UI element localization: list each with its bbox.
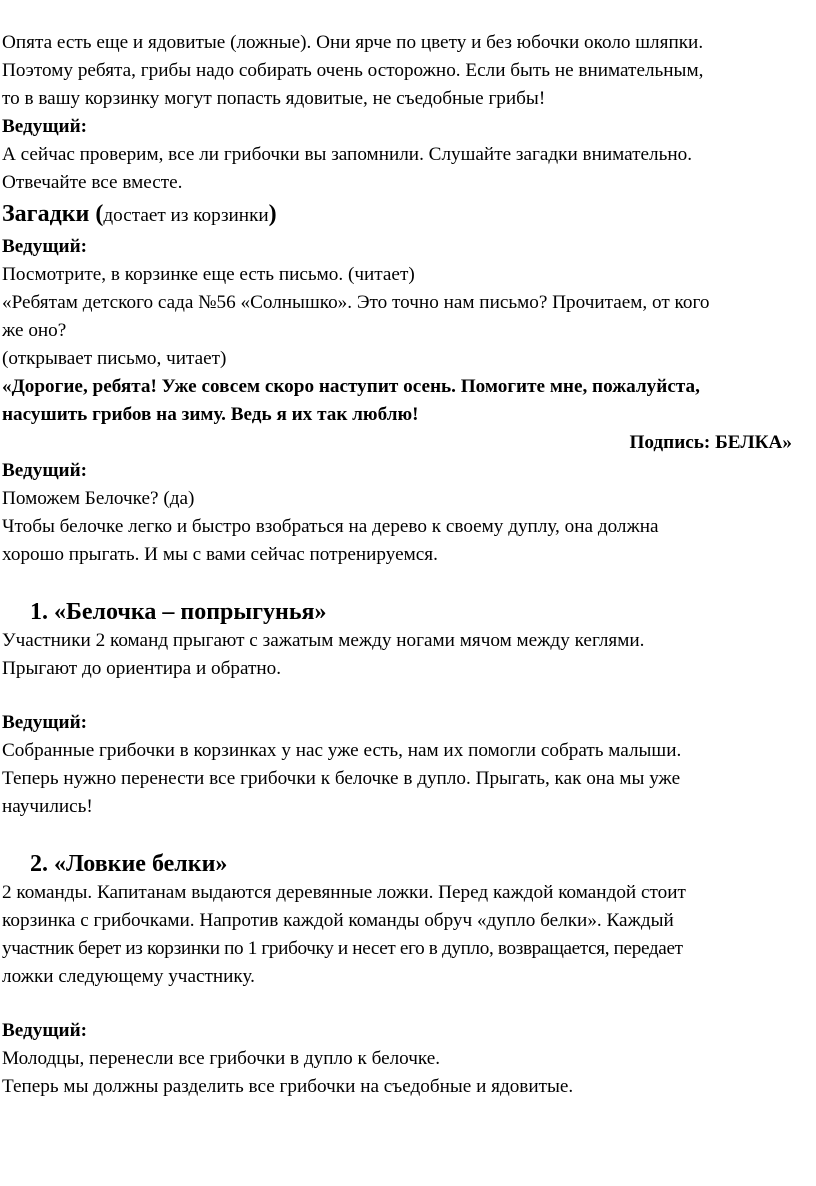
block3-line-1: Поможем Белочке? (да): [2, 488, 195, 509]
game2-line-3: участник берет из корзинки по 1 грибочку и несет его в дупло, возвращается, передает: [2, 938, 683, 959]
riddles-heading: Загадки (достает из корзинки): [2, 201, 277, 227]
game1-title: 1. «Белочка – попрыгунья»: [30, 599, 327, 625]
intro-line-3: то в вашу корзинку могут попасть ядовитые, не съедобные грибы!: [2, 88, 546, 109]
game2-line-2: корзинка с грибочками. Напротив каждой команды обруч «дупло белки». Каждый: [2, 910, 674, 931]
intro-line-2: Поэтому ребята, грибы надо собирать очень осторожно. Если быть не внимательным,: [2, 60, 704, 81]
speaker-label: Ведущий:: [2, 460, 88, 481]
speaker-label: Ведущий:: [2, 1020, 88, 1041]
letter-signature: Подпись: БЕЛКА»: [629, 432, 792, 453]
block5-line-2: Теперь мы должны разделить все грибочки на съедобные и ядовитые.: [2, 1076, 574, 1097]
block5-line-1: Молодцы, перенесли все грибочки в дупло к белочке.: [2, 1048, 441, 1069]
block4-line-1: Собранные грибочки в корзинках у нас уже есть, нам их помогли собрать малыши.: [2, 740, 682, 761]
block3-line-2: Чтобы белочке легко и быстро взобраться на дерево к своему дуплу, она должна: [2, 516, 659, 537]
game2-line-1: 2 команды. Капитанам выдаются деревянные ложки. Перед каждой командой стоит: [2, 882, 686, 903]
block2-line-3: же оно?: [2, 320, 67, 341]
document-page: [0, 29, 816, 1101]
block3-line-3: хорошо прыгать. И мы с вами сейчас потренируемся.: [2, 544, 438, 565]
block1-line-1: А сейчас проверим, все ли грибочки вы запомнили. Слушайте загадки внимательно.: [2, 144, 693, 165]
intro-line-1: Опята есть еще и ядовитые (ложные). Они ярче по цвету и без юбочки около шляпки.: [2, 32, 704, 53]
block4-line-3: научились!: [2, 796, 93, 817]
game1-line-2: Прыгают до ориентира и обратно.: [2, 658, 282, 679]
block2-line-4: (открывает письмо, читает): [2, 348, 227, 369]
game2-line-4: ложки следующему участнику.: [2, 966, 255, 987]
letter-line-2: насушить грибов на зиму. Ведь я их так люблю!: [2, 404, 419, 425]
block4-line-2: Теперь нужно перенести все грибочки к белочке в дупло. Прыгать, как она мы уже: [2, 768, 681, 789]
speaker-label: Ведущий:: [2, 712, 88, 733]
game2-title: 2. «Ловкие белки»: [30, 851, 228, 877]
speaker-label: Ведущий:: [2, 236, 88, 257]
block2-line-1: Посмотрите, в корзинке еще есть письмо. (читает): [2, 264, 415, 285]
block2-line-2: «Ребятам детского сада №56 «Солнышко». Это точно нам письмо? Прочитаем, от кого: [2, 292, 710, 313]
letter-line-1: «Дорогие, ребята! Уже совсем скоро наступит осень. Помогите мне, пожалуйста,: [2, 376, 700, 397]
riddles-note: достает из корзинки: [103, 205, 269, 226]
speaker-label: Ведущий:: [2, 116, 88, 137]
block1-line-2: Отвечайте все вместе.: [2, 172, 183, 193]
game1-line-1: Участники 2 команд прыгают с зажатым между ногами мячом между кеглями.: [2, 630, 645, 651]
